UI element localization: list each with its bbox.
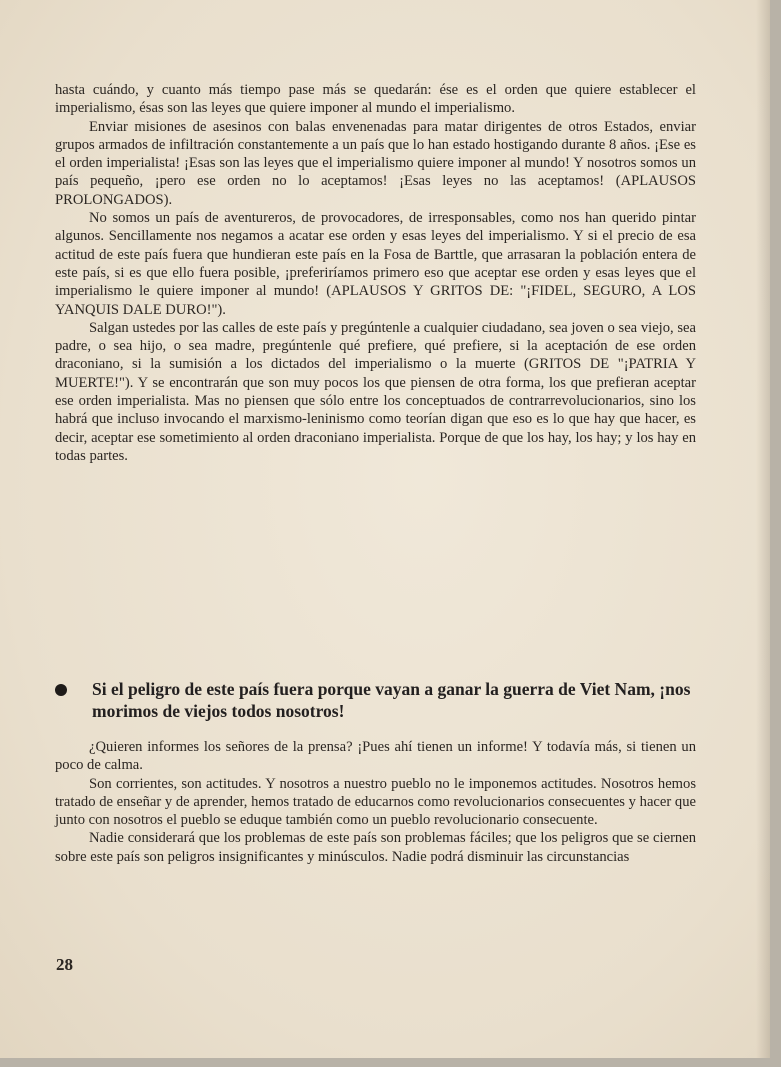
paragraph: ¿Quieren informes los señores de la prensa? ¡Pues ahí tienen un informe! Y todavía más, si tienen un poco de calma. xyxy=(55,739,696,774)
section-heading xyxy=(55,678,705,722)
text-block-lower xyxy=(55,738,696,866)
section-heading-text: Si el peligro de este país fuera porque vayan a ganar la guerra de Viet Nam, ¡nos morimos de viejos todos nosotros! xyxy=(92,679,691,721)
paragraph: Enviar misiones de asesinos con balas envenenadas para matar dirigentes de otros Estados, enviar grupos armados de infiltración constantemente a un país que lo han estado hostigando durante 8 años. ¡Ese es el orden imperialista! ¡Esas son las leyes que el imperialismo quiere imponer al mundo! Y nosotros somos un país pequeño, ¡pero ese orden no lo aceptamos! ¡Esas leyes no las aceptamos! (APLAUSOS PROLONGADOS). xyxy=(55,118,696,208)
bullet-icon xyxy=(55,684,67,696)
page-number: 28 xyxy=(56,955,73,974)
paragraph: hasta cuándo, y cuanto más tiempo pase más se quedarán: ése es el orden que quiere establecer el imperialismo, ésas son las leyes que quiere imponer al mundo el imperialismo. xyxy=(55,82,696,117)
paragraph: Nadie considerará que los problemas de este país son problemas fáciles; que los peligros que se ciernen sobre este país son peligros insignificantes y minúsculos. Nadie podrá disminuir las circunstancias xyxy=(55,830,696,865)
text-block-upper xyxy=(55,81,696,465)
paragraph: Son corrientes, son actitudes. Y nosotros a nuestro pueblo no le imponemos actitudes. Nosotros hemos tratado de enseñar y de aprender, hemos tratado de educarnos como revolucionarios consecuentes y hacer que junto con nosotros el pueblo se eduque también como un pueblo revolucionario consecuente. xyxy=(55,775,696,829)
paragraph: No somos un país de aventureros, de provocadores, de irresponsables, como nos han querido pintar algunos. Sencillamente nos negamos a acatar ese orden y esas leyes del imperialismo. Y si el precio de esa actitud de este país fuera que hundieran este país en la Fosa de Barttle, que arrasaran la población entera de este país, si es que ello fuera posible, ¡preferiríamos primero eso que aceptar ese orden y esas leyes que el imperialismo le quiere imponer al mundo! (APLAUSOS Y GRITOS DE: "¡FIDEL, SEGURO, A LOS YANQUIS DALE DURO!"). xyxy=(55,210,696,318)
paragraph: Salgan ustedes por las calles de este país y pregúntenle a cualquier ciudadano, sea joven o sea viejo, sea padre, o sea hijo, o sea madre, pregúntenle qué prefiere, qué prefiere, si la aceptación de ese orden draconiano, si la sumisión a los dictados del imperialismo o la muerte (GRITOS DE "¡PATRIA Y MUERTE!"). Y se encontrarán que son muy pocos los que piensen de otra forma, los que prefieran aceptar ese orden imperialista. Mas no piensen que sólo entre los conceptuados de contrarrevolucionarios, sino los habrá que incluso invocando el marxismo-leninismo como teorían digan que eso es lo que hay que hacer, es decir, aceptar ese sometimiento al orden draconiano imperialista. Porque de que los hay, los hay; y los hay en todas partes. xyxy=(55,319,696,464)
